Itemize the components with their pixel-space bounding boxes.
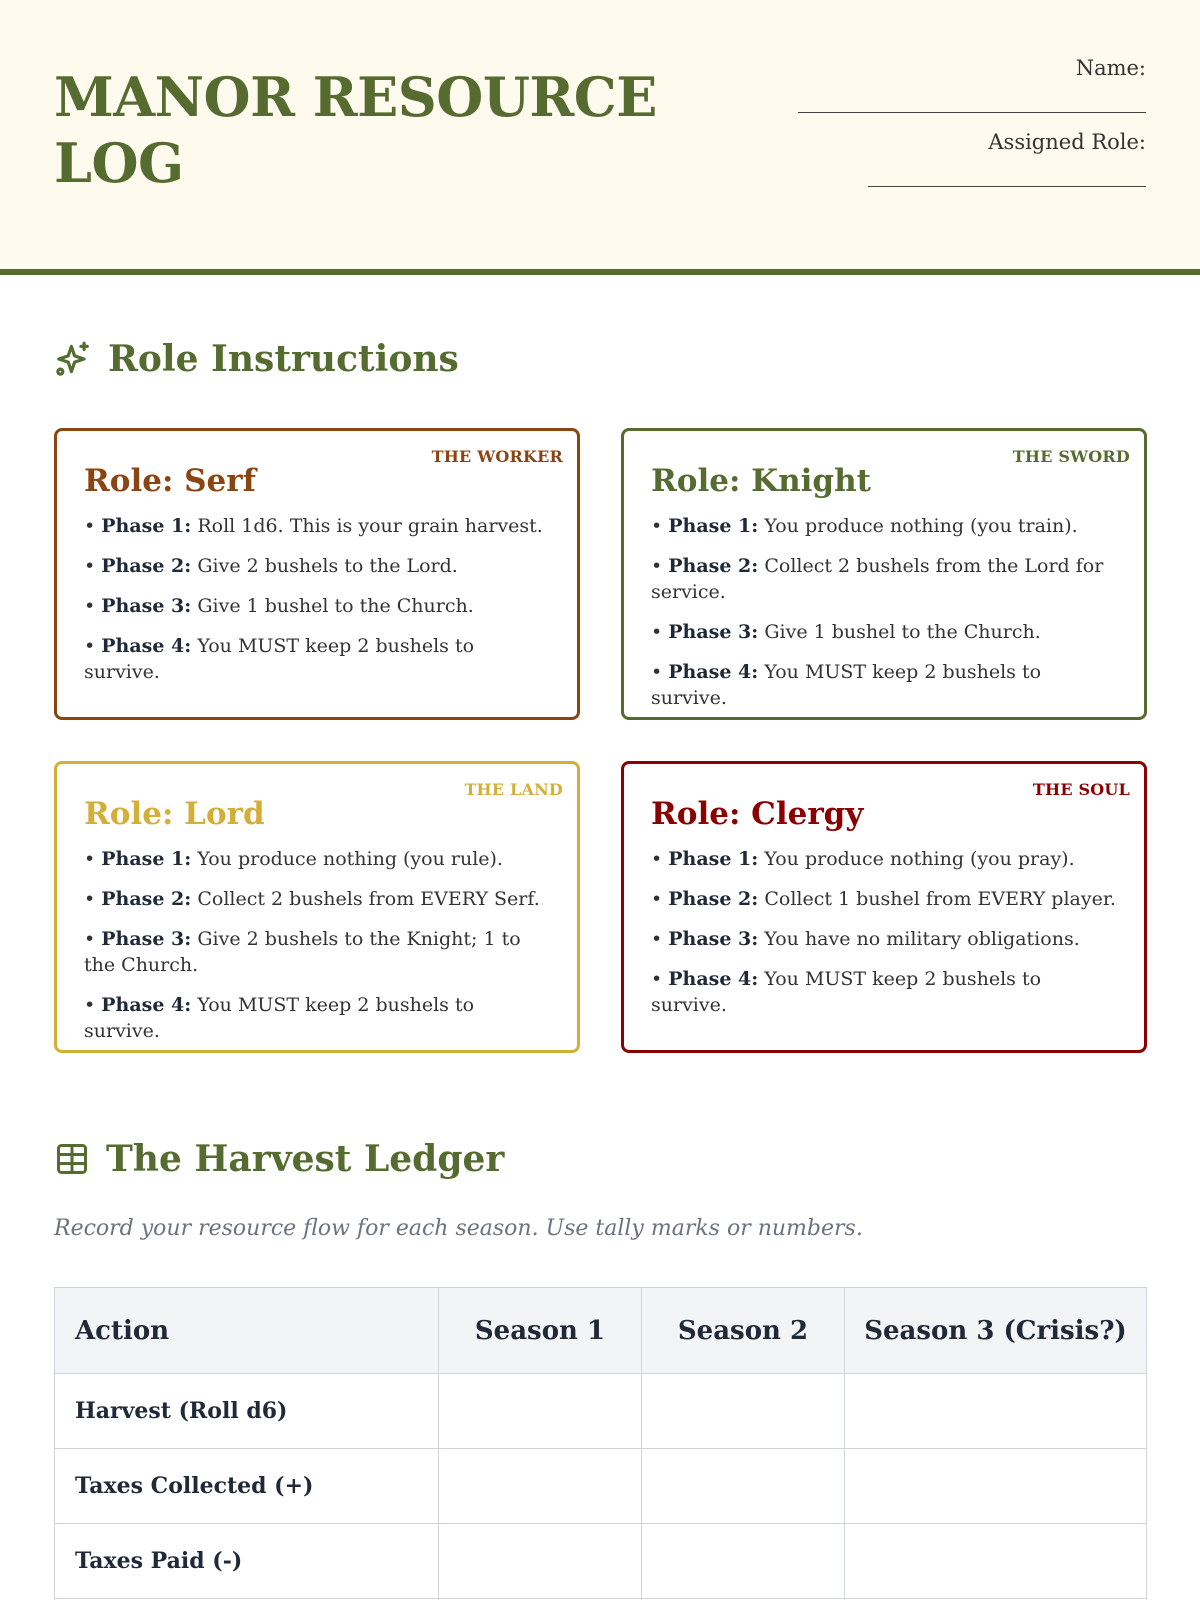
column-header-season-3: Season 3 (Crisis?): [845, 1288, 1147, 1374]
role-tag: THE SWORD: [1012, 447, 1130, 466]
phase-item: • Phase 3: Give 1 bushel to the Church.: [651, 621, 1041, 643]
page-header: [0, 0, 1200, 275]
column-header-action: Action: [55, 1288, 439, 1374]
ledger-cell[interactable]: [845, 1449, 1147, 1524]
phase-item: • Phase 1: You produce nothing (you rule).: [84, 848, 503, 870]
name-label: Name:: [1075, 56, 1146, 80]
ledger-cell[interactable]: [845, 1374, 1147, 1449]
role-label: Assigned Role:: [988, 130, 1146, 154]
role-field[interactable]: [868, 186, 1146, 187]
role-tag: THE WORKER: [431, 447, 563, 466]
row-label-taxes-paid: Taxes Paid (-): [55, 1524, 439, 1599]
phase-list: [84, 513, 551, 685]
role-title: Role: Serf: [84, 463, 256, 499]
ledger-cell[interactable]: [845, 1524, 1147, 1599]
ledger-cell[interactable]: [642, 1449, 845, 1524]
phase-item: • Phase 2: Give 2 bushels to the Lord.: [84, 555, 458, 577]
ledger-cell[interactable]: [439, 1374, 642, 1449]
role-title: Role: Clergy: [651, 796, 864, 832]
table-header-row: [55, 1288, 1147, 1374]
phase-item: • Phase 4: You MUST keep 2 bushels to survive.: [651, 661, 1042, 709]
row-label-taxes-collected: Taxes Collected (+): [55, 1449, 439, 1524]
phase-item: • Phase 1: You produce nothing (you pray).: [651, 848, 1075, 870]
role-card-serf: [54, 428, 580, 720]
phase-item: • Phase 1: Roll 1d6. This is your grain harvest.: [84, 515, 543, 537]
phase-item: • Phase 1: You produce nothing (you train).: [651, 515, 1078, 537]
ledger-title: The Harvest Ledger: [106, 1138, 505, 1180]
ledger-instructions: Record your resource flow for each season. Use tally marks or numbers.: [54, 1216, 863, 1241]
ledger-heading: [54, 1138, 504, 1180]
phase-item: • Phase 3: Give 2 bushels to the Knight; 1 to the Church.: [84, 928, 521, 976]
ledger-cell[interactable]: [439, 1524, 642, 1599]
role-instructions-title: Role Instructions: [108, 338, 459, 380]
phase-item: • Phase 4: You MUST keep 2 bushels to survive.: [84, 994, 475, 1042]
role-title: Role: Knight: [651, 463, 871, 499]
role-card-clergy: [621, 761, 1147, 1053]
phase-item: • Phase 2: Collect 2 bushels from the Lord for service.: [651, 555, 1104, 603]
role-instructions-heading: [54, 338, 459, 380]
table-row: [55, 1374, 1147, 1449]
ledger-cell[interactable]: [642, 1524, 845, 1599]
table-icon: [54, 1141, 90, 1177]
role-title: Role: Lord: [84, 796, 265, 832]
phase-item: • Phase 4: You MUST keep 2 bushels to survive.: [651, 968, 1042, 1016]
table-row: [55, 1449, 1147, 1524]
role-tag: THE LAND: [464, 780, 563, 799]
column-header-season-1: Season 1: [439, 1288, 642, 1374]
phase-item: • Phase 2: Collect 1 bushel from EVERY player.: [651, 888, 1116, 910]
phase-list: [651, 513, 1118, 711]
name-field[interactable]: [798, 112, 1146, 113]
role-card-knight: [621, 428, 1147, 720]
phase-item: • Phase 3: You have no military obligations.: [651, 928, 1080, 950]
ledger-cell[interactable]: [642, 1374, 845, 1449]
page-title: MANOR RESOURCE LOG: [54, 65, 657, 195]
ledger-cell[interactable]: [439, 1449, 642, 1524]
harvest-ledger-table: [54, 1287, 1147, 1600]
role-tag: THE SOUL: [1032, 780, 1130, 799]
phase-item: • Phase 4: You MUST keep 2 bushels to survive.: [84, 635, 475, 683]
phase-list: [651, 846, 1118, 1018]
phase-item: • Phase 2: Collect 2 bushels from EVERY Serf.: [84, 888, 540, 910]
phase-item: • Phase 3: Give 1 bushel to the Church.: [84, 595, 474, 617]
role-card-lord: [54, 761, 580, 1053]
sparkles-icon: [54, 340, 92, 378]
phase-list: [84, 846, 551, 1044]
table-row: [55, 1524, 1147, 1599]
row-label-harvest: Harvest (Roll d6): [55, 1374, 439, 1449]
column-header-season-2: Season 2: [642, 1288, 845, 1374]
